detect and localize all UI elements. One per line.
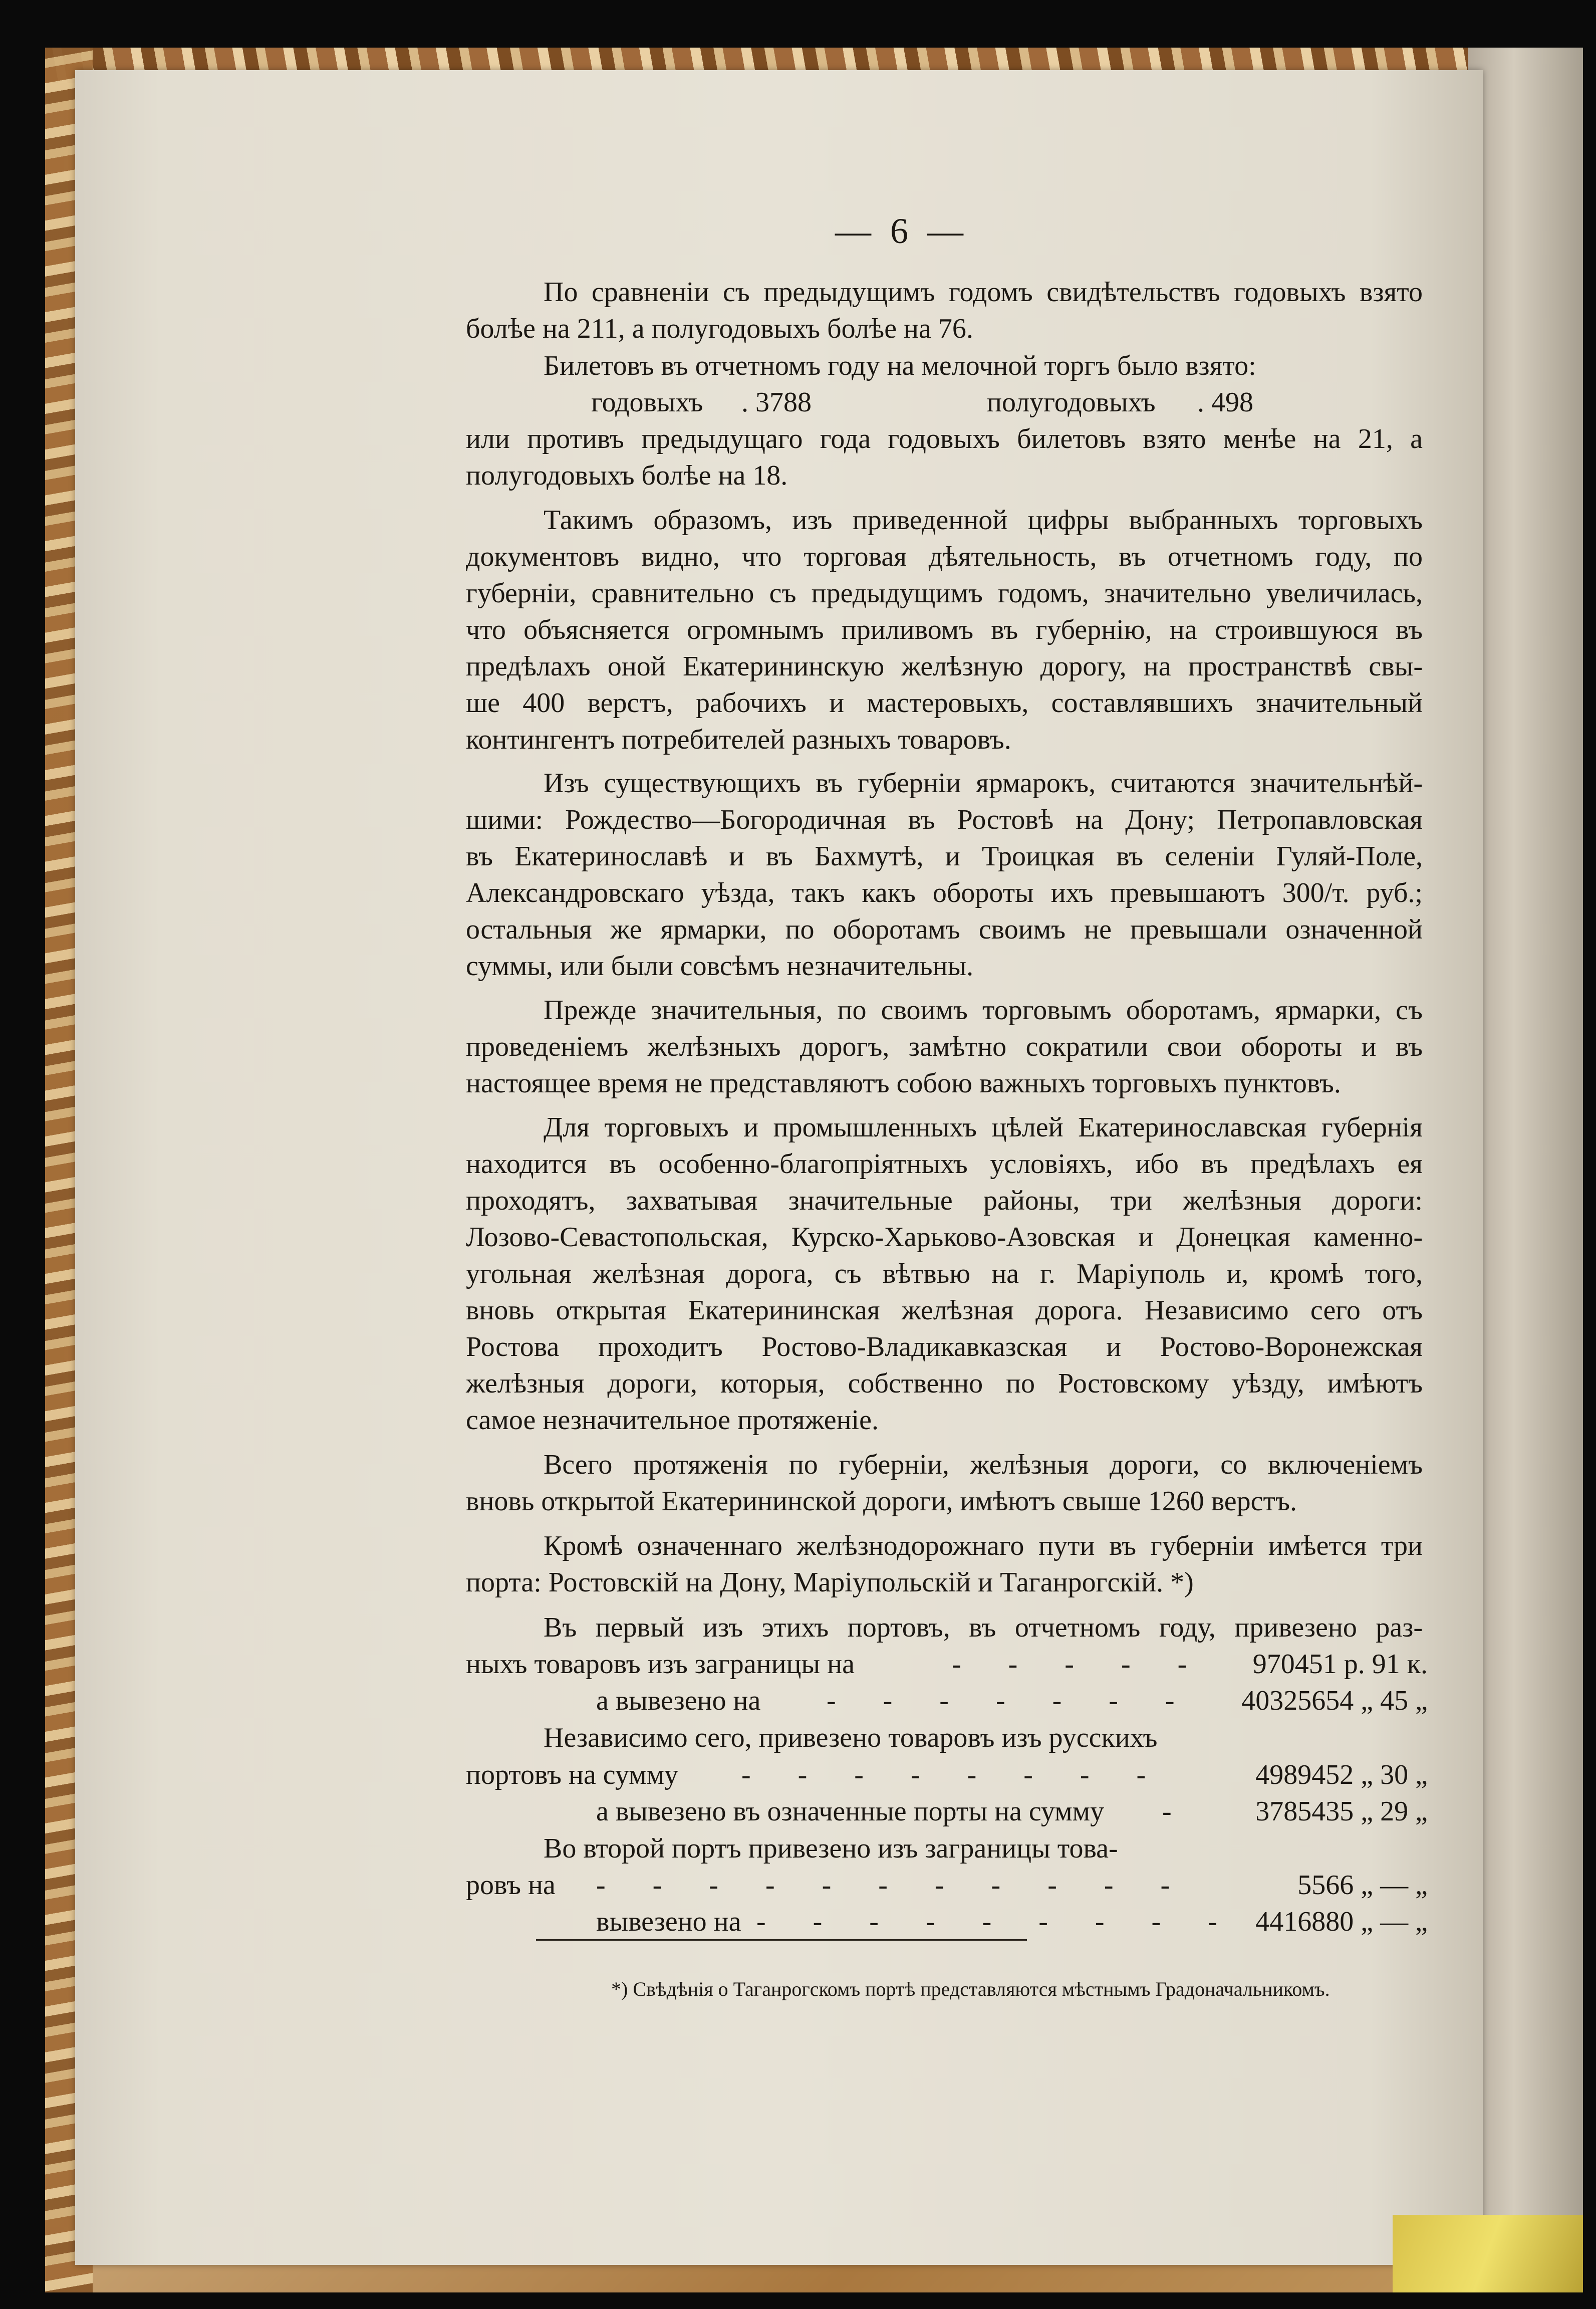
text-line: желѣзныя дороги, которыя, собственно по Ростовскому уѣзду, имѣютъ <box>466 1368 1423 1399</box>
footnote: *) Свѣдѣнія о Таганрогскомъ портѣ представляются мѣстнымъ Градоначальникомъ. <box>611 1978 1330 2000</box>
text-line: Прежде значительныя, по своимъ торговымъ оборотамъ, ярмарки, съ <box>544 995 1423 1026</box>
text-line: ше 400 верстъ, рабочихъ и мастеровыхъ, составлявшихъ значительный <box>466 687 1423 719</box>
port-row-leader: - <box>1162 1796 1192 1827</box>
port-row-label: вывезено на <box>596 1906 741 1937</box>
text-line: находится въ особенно-благопріятныхъ условіяхъ, ибо въ предѣлахъ ея <box>466 1148 1423 1180</box>
book-spine <box>1468 48 1583 2292</box>
port-row-leader: - - - - - - - - <box>741 1759 1166 1790</box>
port-row-leader: - - - - - - - <box>827 1685 1195 1716</box>
text-line: документовъ видно, что торговая дѣятельность, въ отчетномъ году, по <box>466 541 1423 572</box>
port-row-label: Во второй портъ привезено изъ заграницы това- <box>544 1833 1118 1864</box>
text-line: полугодовыхъ болѣе на 18. <box>466 460 788 491</box>
text-line: угольная желѣзная дорога, съ вѣтвью на г. Маріуполь и, кромѣ того, <box>466 1258 1423 1289</box>
text-line: суммы, или были совсѣмъ незначительны. <box>466 951 974 982</box>
port-row-amount: 3785435 „ 29 „ <box>1255 1796 1428 1827</box>
text-line: настоящее время не представляютъ собою важныхъ торговыхъ пунктовъ. <box>466 1068 1341 1099</box>
port-row-amount: 4416880 „ — „ <box>1255 1906 1428 1937</box>
text-line: губерніи, сравнительно съ предыдущимъ годомъ, значительно увеличилась, <box>466 578 1423 609</box>
text-line: остальныя же ярмарки, по оборотамъ своимъ не превышали означенной <box>466 914 1423 945</box>
port-row-amount: 970451 р. 91 к. <box>1252 1649 1428 1680</box>
text-line: Всего протяженія по губерніи, желѣзныя дороги, со включеніемъ <box>544 1449 1423 1480</box>
text-line: Изъ существующихъ въ губерніи ярмарокъ, считаются значительнѣй- <box>544 768 1423 799</box>
text-line: вновь открытая Екатерининская желѣзная дорога. Независимо сего отъ <box>466 1295 1423 1326</box>
text-line: Такимъ образомъ, изъ приведенной цифры выбранныхъ торговыхъ <box>544 505 1423 536</box>
page-text <box>75 70 1483 2265</box>
text-line: предѣлахъ оной Екатерининскую желѣзную дорогу, на пространствѣ свы- <box>466 651 1423 682</box>
port-row-leader: - - - - - - - - - <box>756 1906 1237 1937</box>
text-line: порта: Ростовскій на Дону, Маріупольскій и Таганрогскій. *) <box>466 1567 1194 1598</box>
text-line: Въ первый изъ этихъ портовъ, въ отчетномъ году, привезено раз- <box>544 1612 1423 1643</box>
port-row-label: а вывезено въ означенные порты на сумму <box>596 1796 1105 1827</box>
footnote-divider <box>536 1939 1027 1941</box>
tickets-annual-label: годовыхъ <box>591 387 703 418</box>
port-row-amount: 4989452 „ 30 „ <box>1255 1759 1428 1790</box>
text-line: шими: Рождество—Богородичная въ Ростовѣ на Дону; Петропавловская <box>466 804 1423 835</box>
port-row-label: ровъ на <box>466 1870 556 1901</box>
port-row-label: Независимо сего, привезено товаровъ изъ русскихъ <box>544 1722 1158 1753</box>
port-row-leader: - - - - - <box>952 1649 1207 1680</box>
text-line: болѣе на 211, а полугодовыхъ болѣе на 76. <box>466 313 973 344</box>
text-line: самое незначительное протяженіе. <box>466 1405 879 1436</box>
port-row-label: а вывезено на <box>596 1685 761 1716</box>
text-line: проведеніемъ желѣзныхъ дорогъ, замѣтно сократили свои обороты и въ <box>466 1031 1423 1062</box>
page-number: — 6 — <box>835 211 968 251</box>
text-line: въ Екатеринославѣ и въ Бахмутѣ, и Троицкая въ селеніи Гуляй-Поле, <box>466 841 1423 872</box>
text-line: Кромѣ означеннаго желѣзнодорожнаго пути въ губерніи имѣется три <box>544 1530 1423 1561</box>
port-row-label: ныхъ товаровъ изъ заграницы на <box>466 1649 855 1680</box>
port-row-amount: 5566 „ — „ <box>1297 1870 1428 1901</box>
tickets-half-year-label: полугодовыхъ <box>987 387 1156 418</box>
text-line: что объясняется огромнымъ приливомъ въ губернію, на строившуюся въ <box>466 614 1423 645</box>
text-line: контингентъ потребителей разныхъ товаровъ. <box>466 724 1011 755</box>
text-line: Александровскаго уѣзда, такъ какъ обороты ихъ превышаютъ 300/т. руб.; <box>466 877 1423 908</box>
text-line: Для торговыхъ и промышленныхъ цѣлей Екатеринославская губернія <box>544 1112 1423 1143</box>
port-row-amount: 40325654 „ 45 „ <box>1241 1685 1428 1716</box>
tickets-half-year-value: . 498 <box>1197 387 1253 418</box>
text-line: проходятъ, захватывая значительные районы, три желѣзныя дороги: <box>466 1185 1423 1216</box>
tickets-annual-value: . 3788 <box>741 387 812 418</box>
text-line: Билетовъ въ отчетномъ году на мелочной торгъ было взято: <box>544 350 1256 381</box>
text-line: или противъ предыдущаго года годовыхъ билетовъ взято менѣе на 21, а <box>466 423 1423 454</box>
text-line: По сравненіи съ предыдущимъ годомъ свидѣтельствъ годовыхъ взято <box>544 277 1423 308</box>
port-row-label: портовъ на сумму <box>466 1759 679 1790</box>
text-line: вновь открытой Екатерининской дороги, имѣютъ свыше 1260 верстъ. <box>466 1486 1297 1517</box>
text-line: Ростова проходитъ Ростово-Владикавказская и Ростово-Воронежская <box>466 1331 1423 1362</box>
port-row-leader: - - - - - - - - - - - <box>596 1870 1190 1901</box>
text-line: Лозово-Севастопольская, Курско-Харьково-Азовская и Донецкая каменно- <box>466 1222 1423 1253</box>
